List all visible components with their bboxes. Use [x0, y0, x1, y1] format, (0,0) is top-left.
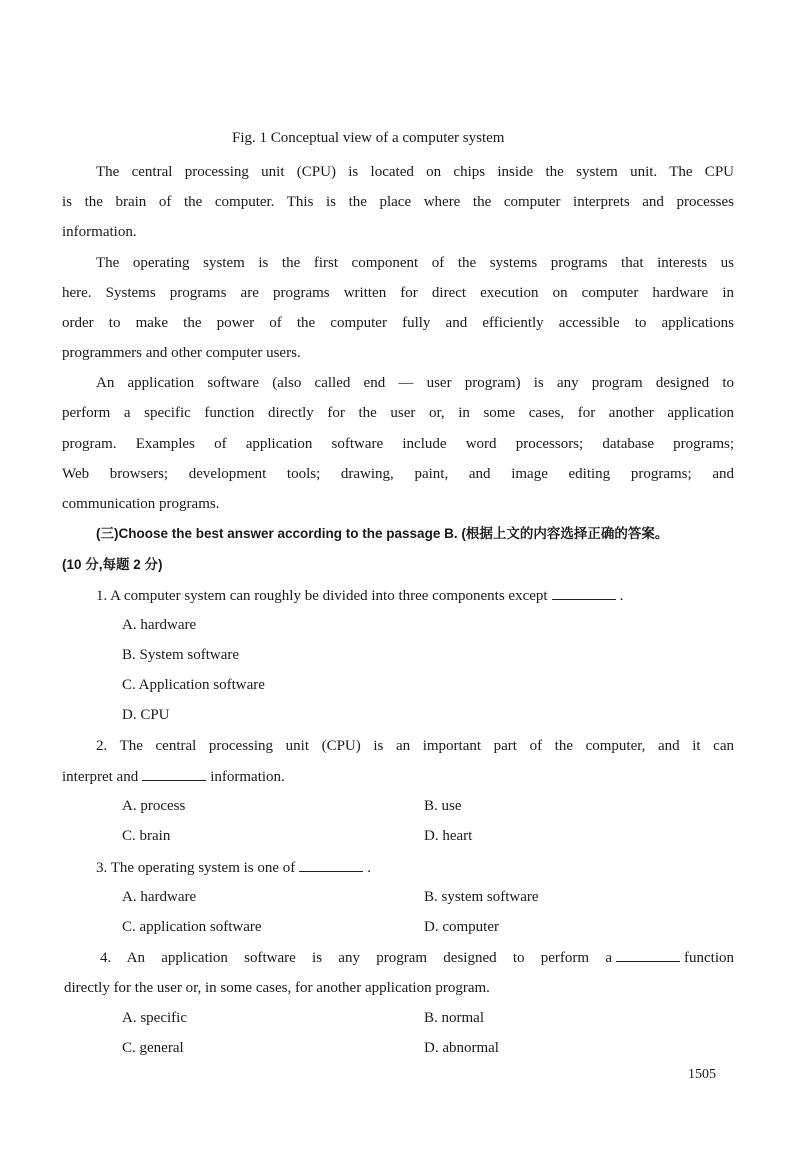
paragraph-line: here. Systems programs are programs written for direct execution on computer hardware in: [62, 285, 734, 301]
option-d: D. abnormal: [424, 1040, 499, 1056]
question-stem-text: .: [619, 588, 624, 604]
figure-caption: Fig. 1 Conceptual view of a computer system: [232, 130, 505, 146]
paragraph-line: The operating system is the first component of the systems programs that interests us: [96, 255, 734, 271]
paragraph-line: order to make the power of the computer fully and efficiently accessible to applications: [62, 315, 734, 331]
question-stem-text: .: [367, 860, 372, 876]
paragraph-line: is the brain of the computer. This is the place where the computer interprets and processes: [62, 194, 734, 210]
paragraph-line: communication programs.: [62, 496, 220, 512]
question-stem-text: 4. An application software is any program designed to perform a: [100, 950, 612, 966]
option-d: D. heart: [424, 828, 473, 844]
option-b: B. system software: [424, 889, 539, 905]
question-stem-text: function: [684, 950, 734, 966]
question-4-stem: [100, 947, 734, 968]
question-stem-text: 3. The operating system is one of: [96, 860, 296, 876]
paragraph-line: programmers and other computer users.: [62, 345, 301, 361]
option-a: A. hardware: [122, 617, 197, 633]
option-b: B. normal: [424, 1010, 484, 1026]
section-heading-points: (10 分,每题 2 分): [62, 557, 163, 572]
answer-blank: [142, 766, 206, 781]
question-1-stem: [96, 585, 623, 606]
question-2-stem-continued: [62, 766, 285, 787]
question-2-stem: 2. The central processing unit (CPU) is an important part of the computer, and it can: [96, 738, 734, 754]
question-3-stem: [96, 857, 371, 878]
option-d: D. computer: [424, 919, 499, 935]
question-stem-text: information.: [210, 769, 285, 785]
option-a: A. process: [122, 798, 186, 814]
section-heading: (三)Choose the best answer according to the passage B. (根据上文的内容选择正确的答案。: [96, 526, 669, 541]
paragraph-line: The central processing unit (CPU) is located on chips inside the system unit. The CPU: [96, 164, 734, 180]
option-b: B. System software: [122, 647, 240, 663]
paragraph-line: Web browsers; development tools; drawing, paint, and image editing programs; and: [62, 466, 734, 482]
paragraph-line: program. Examples of application software include word processors; database programs;: [62, 436, 734, 452]
option-c: C. brain: [122, 828, 171, 844]
option-b: B. use: [424, 798, 462, 814]
question-stem-text: interpret and: [62, 769, 139, 785]
option-a: A. hardware: [122, 889, 197, 905]
option-d: D. CPU: [122, 707, 170, 723]
option-c: C. application software: [122, 919, 262, 935]
paragraph-line: An application software (also called end — user program) is any program designed to: [96, 375, 734, 391]
paragraph-line: information.: [62, 224, 137, 240]
question-4-stem-continued: directly for the user or, in some cases, for another application program.: [64, 980, 490, 996]
question-stem-text: 1. A computer system can roughly be divided into three components except: [96, 588, 548, 604]
option-a: A. specific: [122, 1010, 187, 1026]
page-number: 1505: [688, 1067, 716, 1082]
answer-blank: [299, 857, 363, 872]
answer-blank: [616, 947, 680, 962]
paragraph-line: perform a specific function directly for the user or, in some cases, for another application: [62, 405, 734, 421]
option-c: C. Application software: [122, 677, 265, 693]
answer-blank: [552, 585, 616, 600]
option-c: C. general: [122, 1040, 184, 1056]
